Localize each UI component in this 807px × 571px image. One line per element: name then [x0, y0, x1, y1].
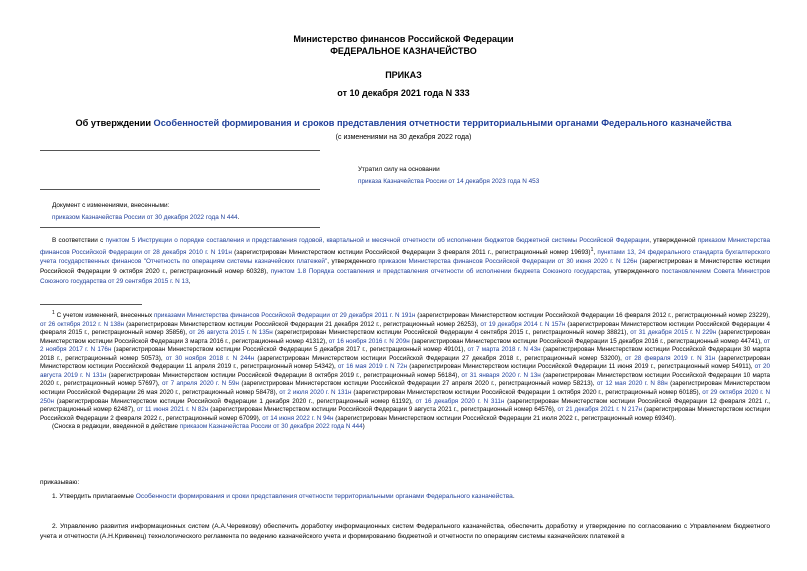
document-type: ПРИКАЗ [385, 70, 422, 80]
item-1-link[interactable]: Особенности формирования и сроки представления отчетности территориальными органами Федерального казначейства [135, 493, 513, 500]
footnote-link[interactable]: от 29 октября 2020 г. N 250н [40, 389, 771, 405]
footnote-link[interactable]: от 26 октября 2012 г. N 138н [40, 320, 125, 328]
preamble-link[interactable]: пунктами 13, 24 федерального стандарта бухгалтерского учета государственных финансов "Отчетность по операциям системы казначейских платежей" [40, 248, 770, 266]
footnote-link[interactable]: приказами Министерства финансов Российской Федерации от 29 декабря 2011 г. N 191н [154, 312, 416, 320]
document-title [0, 118, 807, 128]
footnote-link[interactable]: от 11 июня 2021 г. N 82н [136, 406, 209, 414]
footnote-link[interactable]: от 16 мая 2019 г. N 72н [337, 363, 408, 371]
footnote-link[interactable]: от 31 декабря 2015 г. N 229н [630, 329, 717, 337]
edition-note: (с изменениями на 30 декабря 2022 года) [335, 134, 472, 141]
changes-block: Документ с изменениями, внесенными: приказом Казначейства России от 30 декабря 2022 года N 444. [52, 201, 352, 222]
footnote-link[interactable]: от 28 февраля 2019 г. N 31н [624, 354, 716, 362]
divider [40, 189, 320, 190]
status-block [358, 165, 658, 186]
footnote-ref[interactable]: 1 [590, 246, 594, 253]
item-2: 2. Управлению развития информационных систем (А.А.Черевкову) обеспечить доработку информационных систем Федерального казначейства, обеспечить доработку и утверждение по согласованию с Управлением бюджетного учета и отчетности (А.Н.Кривенец) технологического регламента по ведению казначейского учета и формированию бюджетной и отчетности по операциям системы казначейских платежей в [40, 523, 770, 540]
footnote-link[interactable]: от 7 марта 2018 г. N 43н [467, 346, 541, 354]
title-link[interactable]: Особенностей формирования и сроков представления отчетности территориальными органами Федерального казначейства [153, 118, 732, 128]
agency-name: ФЕДЕРАЛЬНОЕ КАЗНАЧЕЙСТВО [330, 46, 477, 56]
preamble-paragraph: В соответствии с пунктом 5 Инструкции о порядке составления и представления годовой, квартальной и месячной отчетности об исполнении бюджетов бюджетной системы Российской Федерации, утвержденной приказом Министерства финансов Российской Федерации от 28 декабря 2010 г. N 191н (зарегистрирован Министерством юстиции Российской Федерации 3 февраля 2011 г., регистрационный номер 19693)$^1$, пунктами 13, 24 федерального стандарта бухгалтерского учета государственных финансов "Отчетность по операциям системы казначейских платежей", утвержденного приказом Министерства финансов Российской Федерации от 30 июня 2020 г. N 126н (зарегистрирован в Министерстве юстиции Российской Федерации 9 октября 2020 г., регистрационный номер 60328), пунктом 1.8 Порядка составления и представления отчетности об исполнении бюджета Союзного государства, утвержденного постановлением Совета Министров Союзного государства от 29 сентября 2015 г. N 13, [40, 237, 771, 285]
footnote-link[interactable]: от 2 ноября 2017 г. N 176н [40, 337, 770, 354]
item-1: 1. Утвердить прилагаемые Особенности формирования и сроки представления отчетности территориальными органами Федерального казначейства. [52, 493, 515, 500]
status-link[interactable]: приказа Казначейства России от 14 декабря 2023 года N 453 [358, 178, 540, 185]
footnote-link[interactable]: от 20 августа 2019 г. N 131н [40, 363, 770, 379]
divider [40, 227, 320, 228]
footnote-link[interactable]: от 21 декабря 2021 г. N 217н [557, 406, 642, 414]
footnote-divider [40, 304, 142, 305]
preamble-link[interactable]: пунктом 5 Инструкции о порядке составления и представления годовой, квартальной и месячной отчетности об исполнении бюджетов бюджетной системы Российской Федерации [105, 237, 650, 244]
status-text: Утратил силу на основании [358, 166, 440, 173]
footnote-link[interactable]: от 16 ноября 2016 г. N 209н [328, 337, 410, 345]
footnote-link[interactable]: от 26 августа 2015 г. N 135н [189, 329, 273, 337]
ministry-name: Министерство финансов Российской Федерации [293, 34, 514, 44]
title-prefix: Об утверждении [75, 118, 154, 128]
footnote-mark: 1 [52, 310, 55, 316]
changes-link[interactable]: приказом Казначейства России от 30 декабря 2022 года N 444 [52, 214, 238, 221]
changes-text: Документ с изменениями, внесенными: [52, 202, 170, 209]
document-date-number: от 10 декабря 2021 года N 333 [337, 88, 470, 98]
footnote-link[interactable]: от 19 декабря 2014 г. N 157н [480, 320, 566, 328]
footnote-edition-text: (Сноска в редакции, введенной в действие [52, 423, 180, 431]
preamble-link[interactable]: пунктом 1.8 Порядка составления и представления отчетности об исполнении бюджета Союзного государства [270, 267, 610, 275]
footnote-link[interactable]: от 7 апреля 2020 г. N 59н [162, 380, 240, 388]
footnote-link[interactable]: от 16 декабря 2020 г. N 311н [415, 397, 505, 405]
footnote-link[interactable]: от 12 мая 2020 г. N 88н [596, 380, 668, 388]
footnote-edition-link[interactable]: приказом Казначейства России от 30 декабря 2022 года N 444 [179, 423, 363, 431]
footnote-link[interactable]: от 30 ноября 2018 г. N 244н [165, 354, 255, 362]
divider [40, 150, 320, 151]
order-word: приказываю: [40, 479, 80, 486]
preamble-link[interactable]: приказом Министерства финансов Российской Федерации от 30 июня 2020 г. N 126н [378, 258, 638, 266]
footnote-link[interactable]: от 14 июня 2022 г. N 94н [262, 414, 334, 422]
preamble-link[interactable]: постановлением Совета Министров Союзного государства от 29 сентября 2015 г. N 13 [40, 267, 771, 285]
footnote-link[interactable]: от 2 июля 2020 г. N 131н [279, 389, 352, 397]
footnote-text: $^1$ С учетом изменений, внесенных приказами Министерства финансов Российской Федерации от 29 декабря 2011 г. N 191н (зарегистрирован Министерством юстиции Российской Федерации 16 февраля 2012 г., регистрационный номер 23229), от 26 октября 2012 г. N 138н (зарегистрирован Министерством юстиции Российской Федерации 21 декабря 2012 г., регистрационный номер 26253), от 19 декабря 2014 г. N 157н (зарегистрирован Министерством юстиции Российской Федерации 4 февраля 2015 г., регистрационный номер 35856), от 26 августа 2015 г. N 135н (зарегистрирован Министерством юстиции Российской Федерации 4 сентября 2015 г., регистрационный номер 38821), от 31 декабря 2015 г. N 229н (зарегистрирован Министерством юстиции Российской Федерации 3 марта 2016 г., регистрационный номер 41312), от 16 ноября 2016 г. N 209н (зарегистрирован Министерством юстиции Российской Федерации 15 декабря 2016 г., регистрационный номер 44741), от 2 ноября 2017 г. N 176н (зарегистрирован Министерством юстиции Российской Федерации 5 декабря 2017 г., регистрационный номер 49101), от 7 марта 2018 г. N 43н (зарегистрирован Министерством юстиции Российской Федерации 30 марта 2018 г., регистрационный номер 50573), от 30 ноября 2018 г. N 244н (зарегистрирован Министерством юстиции Российской Федерации 27 декабря 2018 г., регистрационный номер 53200), от 28 февраля 2019 г. N 31н (зарегистрирован Министерством юстиции Российской Федерации 11 апреля 2019 г., регистрационный номер 54342), от 16 мая 2019 г. N 72н (зарегистрирован Министерством юстиции Российской Федерации 11 июня 2019 г., регистрационный номер 54911), от 20 августа 2019 г. N 131н (зарегистрирован Министерством юстиции Российской Федерации 8 октября 2019 г., регистрационный номер 56184), от 31 января 2020 г. N 13н (зарегистрирован Министерством юстиции Российской Федерации 10 марта 2020 г., регистрационный номер 57697), от 7 апреля 2020 г. N 59н (зарегистрирован Министерством юстиции Российской Федерации 27 апреля 2020 г., регистрационный номер 58213), от 12 мая 2020 г. N 88н (зарегистрирован Министерством юстиции Российской Федерации 26 мая 2020 г., регистрационный номер 58478), от 2 июля 2020 г. N 131н (зарегистрирован Министерством юстиции Российской Федерации 1 октября 2020 г., регистрационный номер 60185), от 29 октября 2020 г. N 250н (зарегистрирован Министерством юстиции Российской Федерации 1 декабря 2020 г., регистрационный номер 61192), от 16 декабря 2020 г. N 311н (зарегистрирован Министерством юстиции Российской Федерации 12 февраля 2021 г., регистрационный номер 62487), от 11 июня 2021 г. N 82н (зарегистрирован Министерством юстиции Российской Федерации 9 августа 2021 г., регистрационный номер 64576), от 21 декабря 2021 г. N 217н (зарегистрирован Министерством юстиции Российской Федерации 2 февраля 2022 г., регистрационный номер 67099), от 14 июня 2022 г. N 94н (зарегистрирован Министерством юстиции Российской Федерации 21 июля 2022 г., регистрационный номер 69340). (Сноска в редакции, введенной в действие приказом Казначейства России от 30 декабря 2022 года N 444) [40, 310, 771, 431]
preamble-link[interactable]: приказом Министерства финансов Российской Федерации от 28 декабря 2010 г. N 191н [40, 237, 770, 256]
footnote-link[interactable]: от 31 января 2020 г. N 13н [461, 371, 541, 379]
